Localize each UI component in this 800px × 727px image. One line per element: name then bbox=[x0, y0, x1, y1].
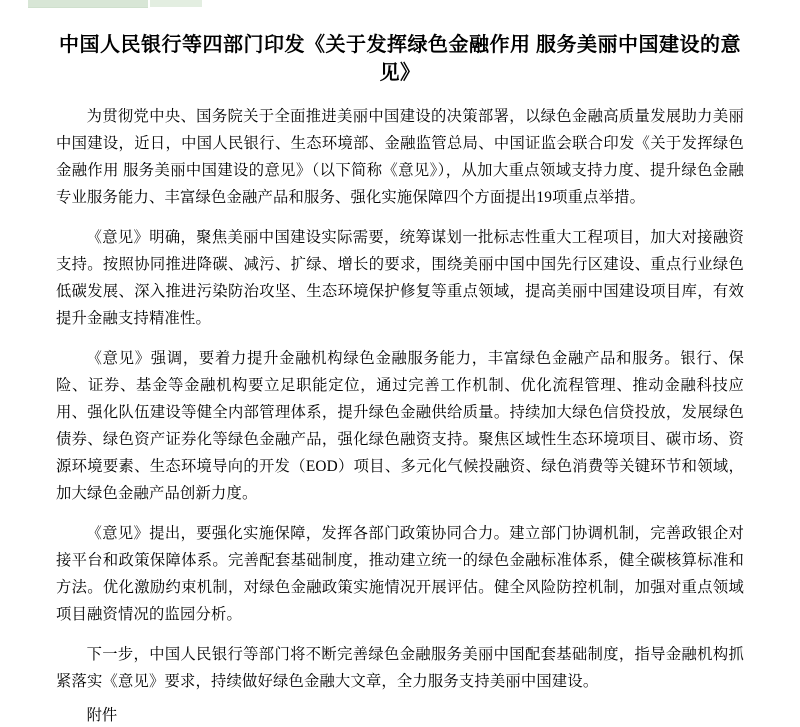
browser-tab-fragment[interactable] bbox=[28, 0, 148, 8]
attachment-label: 附件 bbox=[86, 707, 118, 724]
page-title: 中国人民银行等四部门印发《关于发挥绿色金融作用 服务美丽中国建设的意见》 bbox=[59, 34, 741, 84]
browser-chrome-strip bbox=[0, 0, 800, 9]
paragraph-2: 《意见》明确，聚焦美丽中国建设实际需要，统筹谋划一批标志性重大工程项目，加大对接融资支持。按照协同推进降碳、减污、扩绿、增长的要求，围绕美丽中国中国先行区建设、重点行业绿色低碳发展、深入推进污染防治攻坚、生态环境保护修复等重点领域，提高美丽中国建设项目库，有效提升金融支持精准性。 bbox=[56, 229, 744, 327]
paragraph-1: 为贯彻党中央、国务院关于全面推进美丽中国建设的决策部署，以绿色金融高质量发展助力美丽中国建设，近日，中国人民银行、生态环境部、金融监管总局、中国证监会联合印发《关于发挥绿色金融作用 服务美丽中国建设的意见》（以下简称《意见》），从加大重点领域支持力度、提升绿色金融专业服务能力、丰富绿色金融产品和服务、强化实施保障四个方面提出19项重点举措。 bbox=[56, 108, 744, 206]
document-page bbox=[0, 9, 800, 724]
paragraph-3: 《意见》强调，要着力提升金融机构绿色金融服务能力，丰富绿色金融产品和服务。银行、保险、证券、基金等金融机构要立足职能定位，通过完善工作机制、优化流程管理、推动金融科技应用、强化队伍建设等健全内部管理体系，提升绿色金融供给质量。持续加大绿色信贷投放，发展绿色债券、绿色资产证券化等绿色金融产品，强化绿色融资支持。聚焦区域性生态环境项目、碳市场、资源环境要素、生态环境导向的开发（EOD）项目、多元化气候投融资、绿色消费等关键环节和领域，加大绿色金融产品创新力度。 bbox=[56, 350, 744, 502]
paragraph-4: 《意见》提出，要强化实施保障，发挥各部门政策协同合力。建立部门协调机制，完善政银企对接平台和政策保障体系。完善配套基础制度，推动建立统一的绿色金融标准体系，健全碳核算标准和方法。优化激励约束机制，对绿色金融政策实施情况开展评估。健全风险防控机制，加强对重点领域项目融资情况的监园分析。 bbox=[56, 525, 744, 623]
document-body bbox=[0, 103, 800, 695]
paragraph-5: 下一步，中国人民银行等部门将不断完善绿色金融服务美丽中国配套基础制度，指导金融机构抓紧落实《意见》要求，持续做好绿色金融大文章，全力服务支持美丽中国建设。 bbox=[56, 646, 744, 690]
browser-tab-fragment-secondary[interactable] bbox=[150, 0, 202, 7]
